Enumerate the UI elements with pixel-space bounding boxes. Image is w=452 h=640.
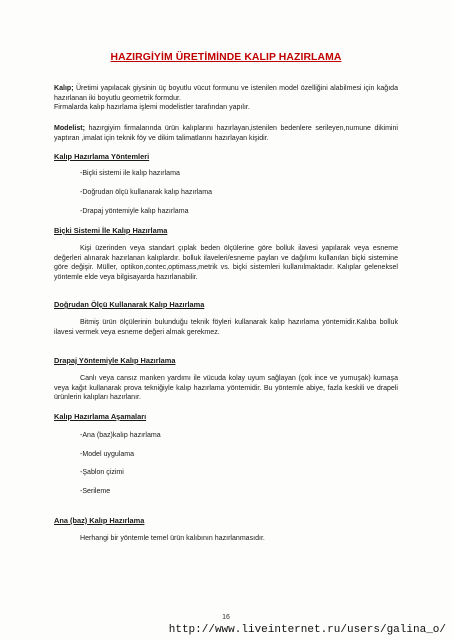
stage-item: -Şablon çizimi bbox=[80, 469, 124, 476]
kalip-text-2: Firmalarda kalıp hazırlama işlemi modelistler tarafından yapılır. bbox=[54, 104, 250, 112]
page-title: HAZIRGİYİM ÜRETİMİNDE KALIP HAZIRLAMA bbox=[110, 52, 342, 63]
watermark-url: http://www.liveinternet.ru/users/galina_o/ bbox=[168, 624, 446, 636]
kalip-text: Üretimi yapılacak giysinin üç boyutlu vücut formunu ve istenilen model özelliğini alabilmesi için kağıda hazırlanan iki boyutlu geometrik formdur. bbox=[54, 85, 398, 102]
ana-text: Herhangi bir yöntemle temel ürün kalıbının hazırlanmasıdır. bbox=[80, 535, 265, 542]
methods-heading: Kalıp Hazırlama Yöntemleri bbox=[54, 152, 150, 161]
kalip-term: Kalıp; bbox=[54, 85, 74, 92]
stage-item: -Serileme bbox=[80, 488, 111, 495]
kalip-definition bbox=[54, 84, 398, 113]
ana-heading: Ana (baz) Kalıp Hazırlama bbox=[54, 516, 145, 525]
page-number: 16 bbox=[222, 614, 230, 621]
stage-item: -Model uygulama bbox=[80, 451, 135, 458]
stage-item: -Ana (baz)kalıp hazırlama bbox=[80, 432, 161, 439]
drapaj-text: Canlı veya cansız manken yardımı ile vücuda kolay uyum sağlayan (çok ince ve yumuşak) kumaşa veya kağıt kullanarak prova tekniğiyle kalıp hazırlama yöntemidir. Bu yöntemle abiye, fazla keskili ve drapeli ürünlerin kalıpları hazırlanır. bbox=[54, 375, 398, 402]
modelist-text: hazırgiyim firmalarında ürün kalıplarını hazırlayan,istenilen bedenlere serileyen,numune dikimini yaptıran ,imalat için teknik föy ve dikim talimatlarını hazırlayan kişidir. bbox=[54, 125, 398, 142]
dogrudan-heading: Doğrudan Ölçü Kullanarak Kalıp Hazırlama bbox=[54, 300, 205, 309]
modelist-definition bbox=[54, 124, 398, 143]
bicki-text: Kişi üzerinden veya standart çıplak beden ölçülerine göre bolluk ilavesi yapılarak veya esneme değerleri alınarak hazırlanan kalıplardır. bolluk ilaveleri/esneme payları ve dağılımı kullanılan biçki sistemine göre değişir. Müller, optikon,contec,optimass,metrik vs. biçki sistemleri kullanılmaktadır. Kalıplar geleneksel yöntemle elde veya bilgisayarda hazırlanabilir. bbox=[54, 245, 398, 281]
method-item: -Biçki sistemi ile kalıp hazırlama bbox=[80, 170, 180, 177]
drapaj-heading: Drapaj Yöntemiyle Kalıp Hazırlama bbox=[54, 356, 176, 365]
method-item: -Drapaj yöntemiyle kalıp hazırlama bbox=[80, 208, 189, 215]
modelist-term: Modelist; bbox=[54, 125, 85, 132]
bicki-heading: Biçki Sistemi İle Kalıp Hazırlama bbox=[54, 226, 168, 235]
method-item: -Doğrudan ölçü kullanarak kalıp hazırlama bbox=[80, 189, 213, 196]
dogrudan-text: Bitmiş ürün ölçülerinin bulunduğu teknik föyleri kullanarak kalıp hazırlama yöntemidir.Kalıba bolluk ilavesi vermek veya esneme değeri almak gerekmez. bbox=[54, 319, 398, 336]
stages-heading: Kalıp Hazırlama Aşamaları bbox=[54, 412, 147, 421]
